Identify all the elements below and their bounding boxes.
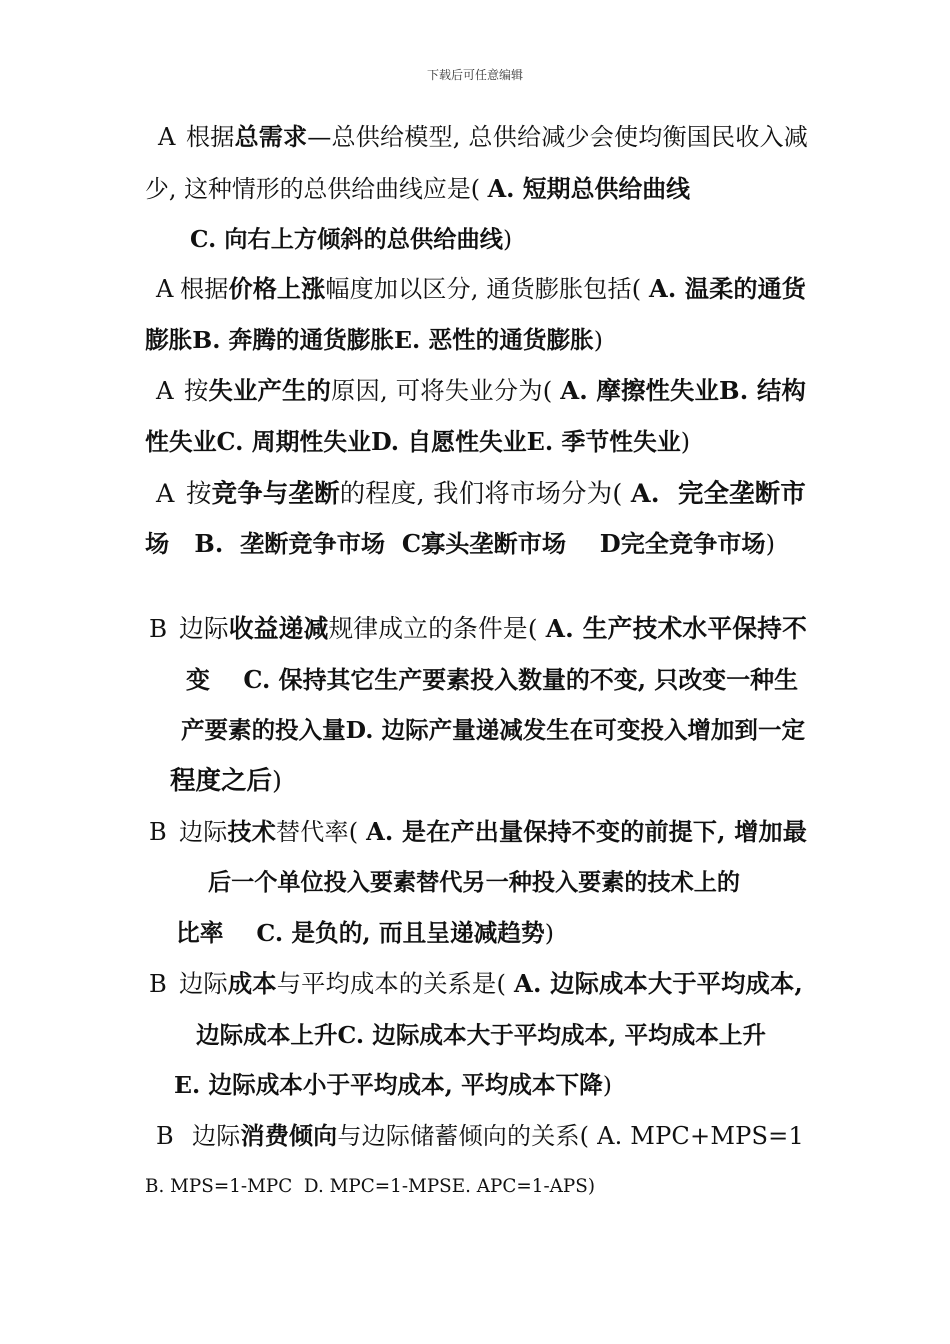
line-text bbox=[158, 122, 808, 152]
text-span: ) bbox=[544, 919, 554, 947]
line-text bbox=[145, 325, 603, 355]
text-span: A. 短期总供给曲线 bbox=[487, 175, 690, 203]
text-span: 价格上涨 bbox=[228, 274, 326, 303]
text-span: 竞争与垄断 bbox=[211, 478, 340, 508]
text-span: B. MPS=1-MPC D. MPC=1-MPSE. APC=1-APS) bbox=[145, 1176, 595, 1197]
text-span: A. 生产技术水平保持不 bbox=[545, 614, 807, 643]
text-span: 产要素的投入量D. 边际产量递减发生在可变投入增加到一定 bbox=[181, 716, 805, 744]
line-text bbox=[149, 969, 803, 999]
text-span: A. 边际成本大于平均成本, bbox=[513, 969, 803, 998]
text-span: ) bbox=[602, 1071, 612, 1099]
line-4 bbox=[156, 274, 806, 304]
text-span: E. 边际成本小于平均成本, 平均成本下降 bbox=[174, 1071, 603, 1099]
line-text bbox=[190, 225, 512, 255]
line-9 bbox=[145, 529, 775, 559]
text-span: ) bbox=[593, 326, 604, 354]
text-span: ) bbox=[272, 766, 283, 796]
line-10 bbox=[149, 614, 807, 644]
line-16 bbox=[176, 918, 554, 948]
text-span: 根据 bbox=[186, 123, 235, 151]
page-header: 下载后可任意编辑 bbox=[426, 68, 523, 82]
text-span: 根据 bbox=[180, 275, 229, 303]
text-span: 规律成立的条件是( bbox=[328, 614, 546, 643]
line-20 bbox=[156, 1121, 804, 1151]
line-text bbox=[156, 376, 806, 406]
text-span: 边际 bbox=[179, 614, 229, 643]
question-letter: B bbox=[149, 614, 168, 643]
text-span: 场 B. 垄断竞争市场 C寡头垄断市场 D完全竞争市场 bbox=[145, 529, 766, 558]
text-span: 技术 bbox=[227, 817, 276, 846]
text-span: 失业产生的 bbox=[208, 376, 331, 405]
text-span: 变 C. 保持其它生产要素投入数量的不变, 只改变一种生 bbox=[186, 666, 799, 694]
line-14 bbox=[149, 817, 807, 847]
question-letter: A bbox=[156, 478, 175, 508]
line-3 bbox=[190, 225, 512, 255]
text-span: C. 向右上方倾斜的总供给曲线 bbox=[190, 226, 503, 253]
line-8 bbox=[156, 478, 806, 508]
line-text bbox=[186, 665, 798, 695]
text-span: 幅度加以区分, 通货膨胀包括( bbox=[325, 275, 650, 303]
text-span: 少, 这种情形的总供给曲线应是( bbox=[145, 175, 488, 203]
text-span: 边际 bbox=[192, 1122, 241, 1150]
line-19 bbox=[174, 1070, 612, 1100]
line-text bbox=[145, 427, 690, 457]
text-span: A. 是在产出量保持不变的前提下, 增加最 bbox=[366, 817, 807, 846]
line-2 bbox=[145, 174, 690, 204]
text-span: 原因, 可将失业分为( bbox=[330, 376, 561, 405]
line-text bbox=[149, 614, 807, 644]
line-text bbox=[176, 918, 554, 948]
question-letter: A bbox=[156, 275, 174, 303]
text-span: 膨胀B. 奔腾的通货膨胀E. 恶性的通货膨胀 bbox=[145, 326, 594, 354]
line-text bbox=[149, 817, 807, 847]
line-text bbox=[145, 174, 690, 204]
line-11 bbox=[186, 665, 798, 695]
text-span: 按 bbox=[184, 376, 209, 405]
text-span: A. 温柔的通货 bbox=[649, 274, 807, 303]
text-span: 总需求 bbox=[234, 122, 308, 151]
text-span: ) bbox=[680, 428, 691, 456]
question-letter: B bbox=[149, 969, 167, 998]
line-12 bbox=[181, 715, 805, 745]
line-text bbox=[156, 1121, 804, 1151]
text-span: 边际 bbox=[179, 818, 228, 846]
text-span: 成本 bbox=[227, 969, 277, 998]
text-span: 的程度, 我们将市场分为( bbox=[339, 478, 631, 508]
text-span: 与边际储蓄倾向的关系( A. MPC+MPS=1 bbox=[337, 1122, 804, 1150]
line-text bbox=[181, 715, 805, 745]
text-span: 程度之后 bbox=[170, 766, 273, 796]
text-span: 替代率( bbox=[275, 818, 367, 846]
line-text bbox=[156, 274, 806, 304]
line-15 bbox=[208, 868, 740, 898]
text-span: ) bbox=[502, 226, 513, 253]
line-1 bbox=[158, 122, 808, 152]
text-span: 比率 C. 是负的, 而且呈递减趋势 bbox=[176, 919, 545, 947]
text-span: 收益递减 bbox=[228, 614, 329, 643]
text-span: 按 bbox=[186, 478, 212, 508]
text-span: 后一个单位投入要素替代另一种投入要素的技术上的 bbox=[208, 869, 741, 896]
question-letter: A bbox=[156, 376, 174, 405]
line-21 bbox=[145, 1172, 595, 1202]
text-span: 边际成本上升C. 边际成本大于平均成本, 平均成本上升 bbox=[196, 1021, 767, 1049]
line-5 bbox=[145, 325, 603, 355]
text-span: A. 摩擦性失业B. 结构 bbox=[560, 376, 807, 405]
text-span: 边际 bbox=[179, 969, 228, 998]
line-text bbox=[196, 1020, 766, 1050]
text-span: 消费倾向 bbox=[240, 1121, 338, 1150]
text-span: 与平均成本的关系是( bbox=[276, 969, 514, 998]
line-text bbox=[156, 478, 806, 508]
line-18 bbox=[196, 1020, 766, 1050]
line-text bbox=[208, 868, 740, 898]
line-text bbox=[174, 1070, 612, 1100]
question-letter: A bbox=[158, 123, 176, 151]
line-13 bbox=[170, 766, 282, 796]
text-span: 性失业C. 周期性失业D. 自愿性失业E. 季节性失业 bbox=[145, 428, 681, 456]
text-span: —总供给模型, 总供给减少会使均衡国民收入减 bbox=[307, 123, 808, 151]
line-7 bbox=[145, 427, 690, 457]
text-span: A. 完全垄断市 bbox=[630, 478, 807, 508]
line-text bbox=[145, 1172, 595, 1202]
line-6 bbox=[156, 376, 806, 406]
line-text bbox=[145, 529, 775, 559]
question-letter: B bbox=[149, 818, 167, 846]
question-letter: B bbox=[156, 1122, 174, 1150]
line-text bbox=[170, 766, 282, 796]
line-17 bbox=[149, 969, 803, 999]
text-span: ) bbox=[765, 530, 776, 558]
